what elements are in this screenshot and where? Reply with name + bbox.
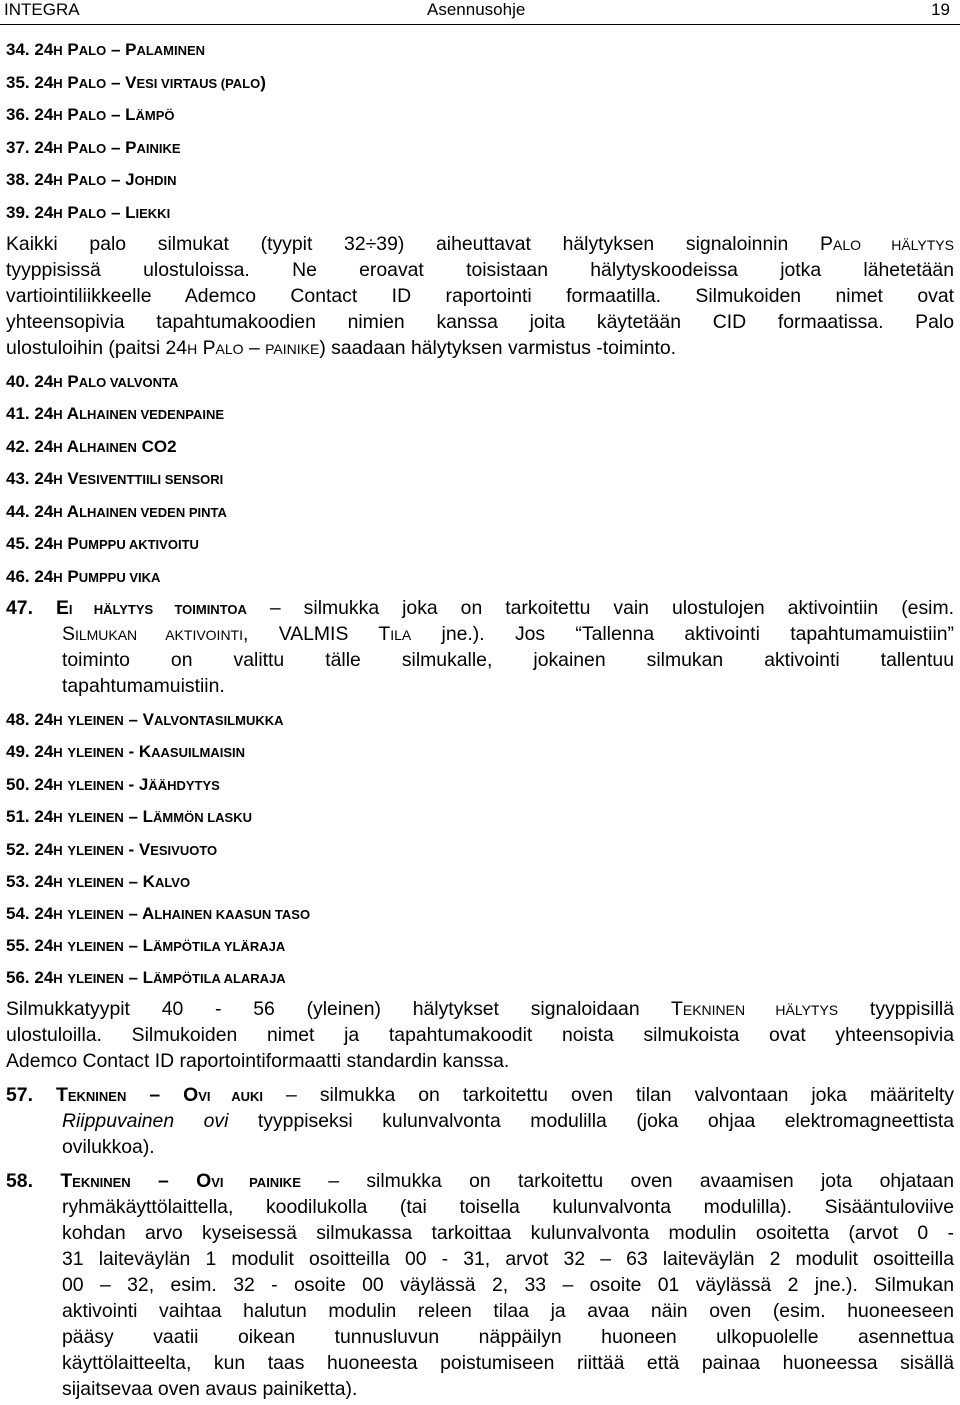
list-item: 36. 24H PALO – LÄMPÖ: [6, 105, 175, 124]
list-item: 39. 24H PALO – LIEKKI: [6, 203, 171, 222]
paragraph-line: toiminto on valittu tälle silmukalle, jokainen silmukan aktivointi tallentuu: [62, 649, 954, 671]
list-item: 41. 24H ALHAINEN VEDENPAINE: [6, 404, 225, 423]
header-document-title: Asennusohje: [427, 0, 526, 19]
list-item: 46. 24H PUMPPU VIKA: [6, 567, 161, 586]
list-item: 53. 24H YLEINEN – KALVO: [6, 872, 191, 891]
paragraph-line: ulostuloihin (paitsi 24H PALO – PAINIKE) saadaan hälytyksen varmistus -toiminto.: [6, 337, 677, 359]
list-item: 54. 24H YLEINEN – ALHAINEN KAASUN TASO: [6, 904, 311, 923]
paragraph-line: 31 laiteväylän 1 modulit osoitteilla 00 - 31, arvot 32 – 63 laiteväylän 2 modulit osoitteilla: [62, 1248, 954, 1270]
list-item: 34. 24H PALO – PALAMINEN: [6, 40, 206, 59]
paragraph-line: ryhmäkäyttölaittella, koodilukolla (tai toisella kulunvalvonta modulilla). Sisääntuloviive: [62, 1196, 954, 1218]
header-product-name: INTEGRA: [4, 0, 80, 19]
list-item: 50. 24H YLEINEN - JÄÄHDYTYS: [6, 775, 220, 794]
list-item: 43. 24H VESIVENTTIILI SENSORI: [6, 469, 224, 488]
list-item: 51. 24H YLEINEN – LÄMMÖN LASKU: [6, 807, 252, 826]
list-item: 37. 24H PALO – PAINIKE: [6, 138, 181, 157]
list-item: 40. 24H PALO VALVONTA: [6, 372, 179, 391]
paragraph-line: 57. TEKNINEN – OVI AUKI – silmukka on tarkoitettu oven tilan valvontaan joka määritelty: [6, 1084, 954, 1106]
paragraph-line: 00 – 32, esim. 32 - osoite 00 väylässä 2, 33 – osoite 01 väylässä 2 jne.). Silmukan: [62, 1274, 954, 1296]
header-page-number: 19: [931, 0, 950, 19]
paragraph-line: vartiointiliikkeelle Ademco Contact ID raportointi formaatilla. Silmukoiden nimet ovat: [6, 285, 954, 307]
paragraph-line: pääsy vaatii oikean tunnusluvun näppäilyn huoneen ulkopuolelle asennettua: [62, 1326, 954, 1348]
list-item: 49. 24H YLEINEN - KAASUILMAISIN: [6, 742, 246, 761]
list-item: 35. 24H PALO – VESI VIRTAUS (PALO): [6, 73, 266, 92]
list-item: 52. 24H YLEINEN - VESIVUOTO: [6, 840, 218, 859]
list-item: 45. 24H PUMPPU AKTIVOITU: [6, 534, 199, 553]
paragraph-line: sijaitsevaa oven avaus painiketta).: [62, 1378, 358, 1400]
paragraph-line: aktivointi vaihtaa halutun modulin releen tilaa ja avaa näin oven (esim. huoneeseen: [62, 1300, 954, 1322]
list-item: 44. 24H ALHAINEN VEDEN PINTA: [6, 502, 227, 521]
list-item: 48. 24H YLEINEN – VALVONTASILMUKKA: [6, 710, 284, 729]
paragraph-line: kohdan arvo kyseisessä silmukassa tarkoittaa kulunvalvonta modulin osoitetta (arvot 0 -: [62, 1222, 954, 1244]
paragraph-line: 47. EI HÄLYTYS TOIMINTOA – silmukka joka on tarkoitettu vain ulostulojen aktivointiin (esim.: [6, 597, 954, 619]
paragraph-line: 58. TEKNINEN – OVI PAINIKE – silmukka on tarkoitettu oven avaamisen jota ohjataan: [6, 1170, 954, 1192]
page-header: [0, 0, 960, 25]
paragraph-line: käyttölaitteelta, kun taas huoneesta poistumiseen riittää että painaa huoneessa sisällä: [62, 1352, 954, 1374]
paragraph-line: ulostuloilla. Silmukoiden nimet ja tapahtumakoodit noista silmukoista ovat yhteensopivia: [6, 1024, 954, 1046]
list-item: 55. 24H YLEINEN – LÄMPÖTILA YLÄRAJA: [6, 936, 286, 955]
list-item: 42. 24H ALHAINEN CO2: [6, 437, 177, 456]
paragraph-line: tyyppisissä ulostuloissa. Ne eroavat toisistaan hälytyskoodeissa jotka lähetetään: [6, 259, 954, 281]
paragraph-line: Riippuvainen ovi tyyppiseksi kulunvalvonta modulilla (joka ohjaa elektromagneettista: [62, 1110, 955, 1132]
paragraph-line: SILMUKAN AKTIVOINTI, VALMIS TILA jne.). Jos “Tallenna aktivointi tapahtumamuistiin”: [62, 623, 955, 645]
paragraph-line: yhteensopivia tapahtumakoodien nimien kanssa joita käytetään CID formaatissa. Palo: [6, 311, 954, 333]
paragraph-line: tapahtumamuistiin.: [62, 675, 225, 697]
paragraph-line: Ademco Contact ID raportointiformaatti standardin kanssa.: [6, 1050, 510, 1072]
list-item: 56. 24H YLEINEN – LÄMPÖTILA ALARAJA: [6, 968, 286, 987]
paragraph-line: Silmukkatyypit 40 - 56 (yleinen) hälytykset signaloidaan TEKNINEN HÄLYTYS tyyppisillä: [6, 998, 954, 1020]
paragraph-line: Kaikki palo silmukat (tyypit 32÷39) aiheuttavat hälytyksen signaloinnin PALO HÄLYTYS: [6, 233, 954, 255]
paragraph-line: ovilukkoa).: [62, 1136, 155, 1158]
list-item: 38. 24H PALO – JOHDIN: [6, 170, 177, 189]
